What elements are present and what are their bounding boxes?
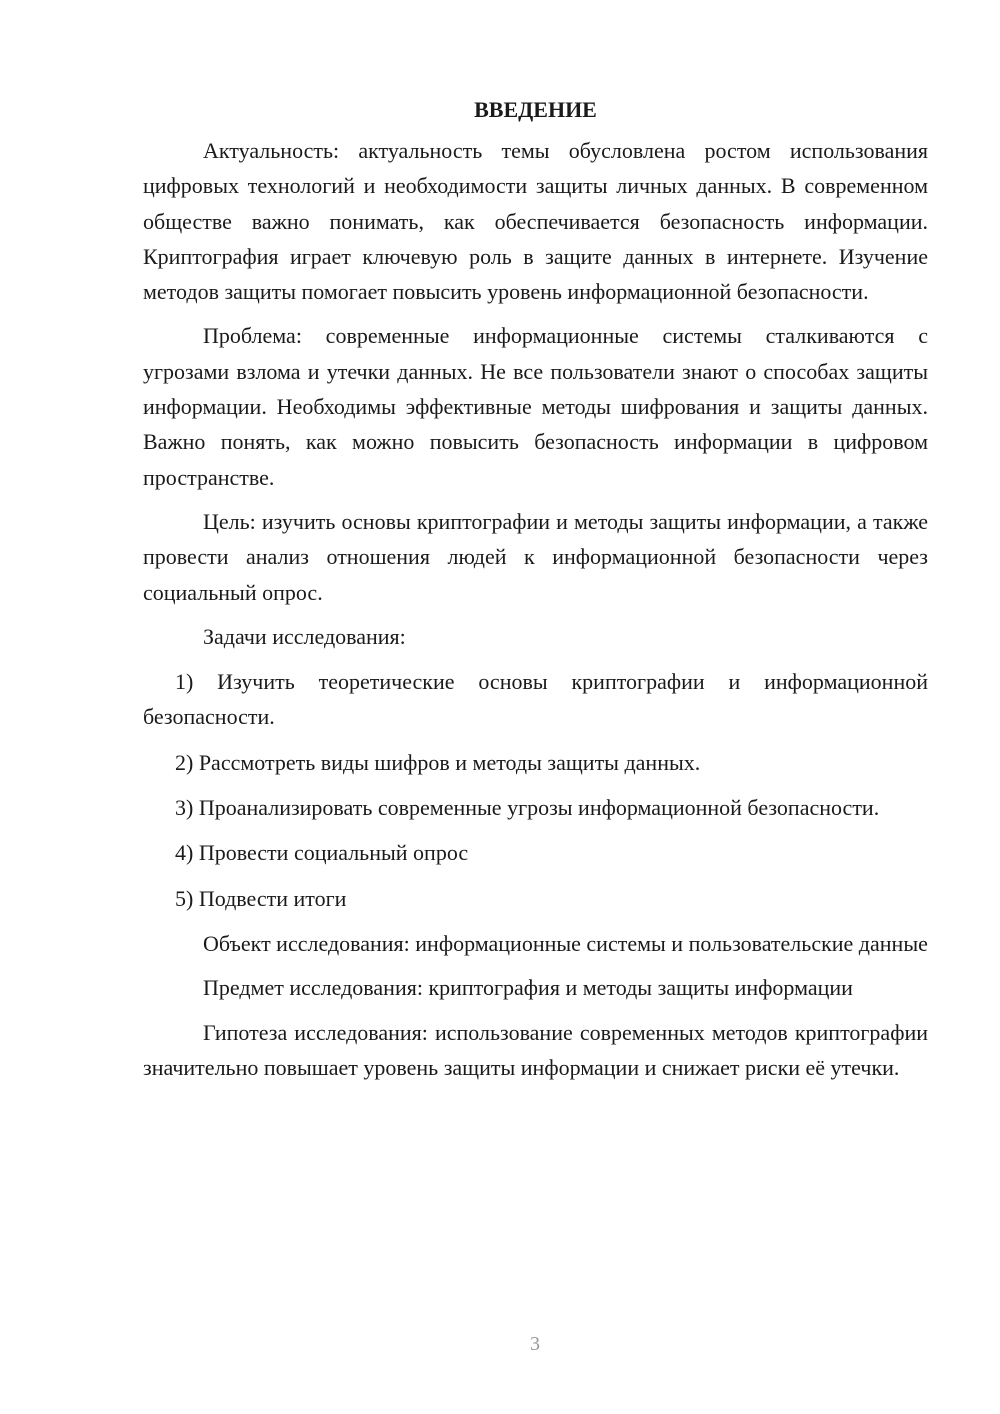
task-item: 5) Подвести итоги — [175, 885, 347, 911]
goal-paragraph: Цель: изучить основы криптографии и методы защиты информации, а также провести анализ отношения людей к информационной безопасности через социальный опрос. — [143, 508, 928, 605]
page-title: ВВЕДЕНИЕ — [474, 97, 597, 122]
tasks-heading: Задачи исследования: — [203, 623, 406, 649]
task-item: 3) Проанализировать современные угрозы информационной безопасности. — [175, 795, 880, 821]
task-item: 2) Рассмотреть виды шифров и методы защиты данных. — [175, 749, 701, 775]
relevance-paragraph: Актуальность: актуальность темы обусловлена ростом использования цифровых технологий и необходимости защиты личных данных. В современном обществе важно понимать, как обеспечивается безопасность информации. Криптография играет ключевую роль в защите данных в интернете. Изучение методов защиты помогает повысить уровень информационной безопасности. — [143, 138, 928, 305]
page-number: 3 — [530, 1333, 540, 1355]
page-content — [143, 92, 928, 1094]
object-paragraph: Объект исследования: информационные системы и пользовательские данные — [203, 930, 928, 956]
task-item: 4) Провести социальный опрос — [175, 840, 469, 866]
subject-paragraph: Предмет исследования: криптография и методы защиты информации — [203, 975, 853, 1001]
problem-paragraph: Проблема: современные информационные системы сталкиваются с угрозами взлома и утечки данных. Не все пользователи знают о способах защиты информации. Необходимы эффективные методы шифрования и защиты данных. Важно понять, как можно повысить безопасность информации в цифровом пространстве. — [143, 323, 928, 490]
task-item: 1) Изучить теоретические основы криптографии и информационной безопасности. — [143, 669, 928, 730]
hypothesis-paragraph: Гипотеза исследования: использование современных методов криптографии значительно повышает уровень защиты информации и снижает риски её утечки. — [143, 1019, 928, 1080]
